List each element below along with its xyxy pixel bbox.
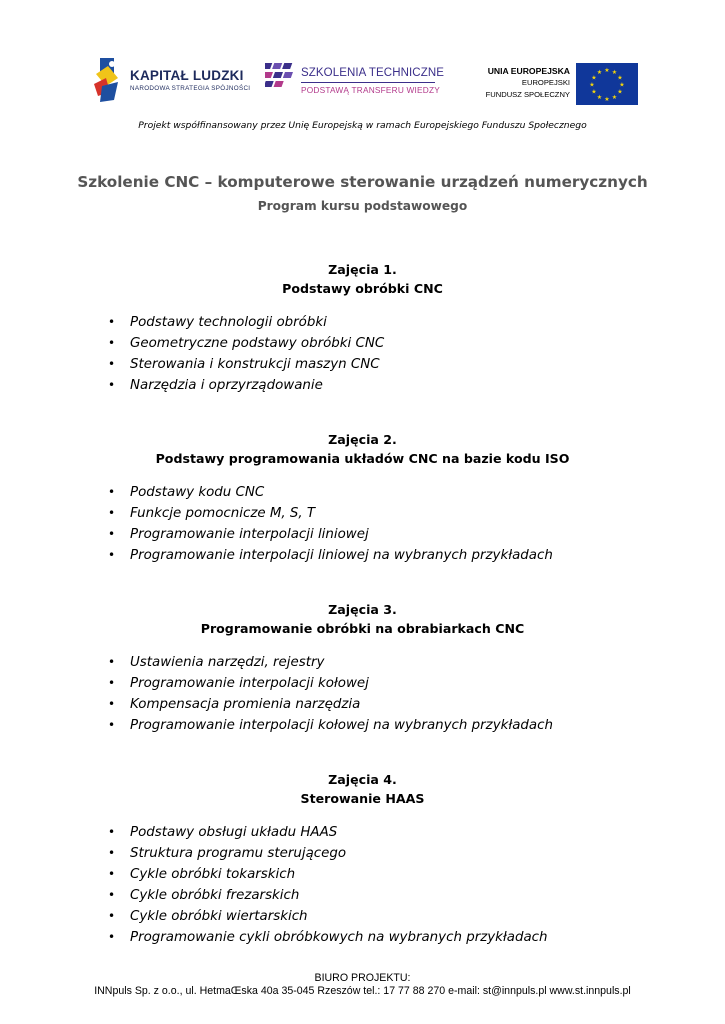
header-logos	[0, 56, 725, 108]
bullet-icon: •	[108, 548, 116, 562]
szkolenia-techniczne-logo-mark	[265, 61, 299, 93]
bullet-icon: •	[108, 336, 116, 350]
session-3-topics	[108, 652, 553, 736]
session-3-name: Programowanie obróbki na obrabiarkach CNC	[200, 621, 525, 636]
bullet-icon: •	[108, 315, 116, 329]
document-title: Szkolenie CNC – komputerowe sterowanie urządzeń numerycznych	[77, 173, 648, 191]
kapital-ludzki-title: KAPITAŁ LUDZKI	[130, 68, 244, 83]
topic-text: Kompensacja promienia narzędzia	[130, 697, 361, 712]
session-1-topics	[108, 312, 384, 396]
topic-text: Programowanie cykli obróbkowych na wybranych przykładach	[130, 930, 548, 945]
svg-text:★: ★	[617, 88, 623, 96]
session-3-header	[0, 600, 725, 638]
svg-text:★: ★	[617, 74, 623, 82]
bullet-icon: •	[108, 825, 116, 839]
list-item	[108, 927, 548, 948]
session-1-header	[0, 260, 725, 298]
session-2-number: Zajęcia 2.	[328, 432, 397, 447]
svg-text:★: ★	[611, 94, 618, 101]
szkolenia-techniczne-divider	[301, 82, 435, 83]
svg-text:★: ★	[591, 88, 597, 96]
bullet-icon: •	[108, 357, 116, 371]
svg-text:★: ★	[604, 96, 610, 103]
topic-text: Narzędzia i oprzyrządowanie	[130, 378, 323, 393]
kapital-ludzki-subtitle: NARODOWA STRATEGIA SPÓJNOŚCI	[130, 85, 251, 92]
szkolenia-techniczne-title: SZKOLENIA TECHNICZNE	[301, 67, 445, 79]
bullet-icon: •	[108, 718, 116, 732]
list-item	[108, 312, 384, 333]
bullet-icon: •	[108, 527, 116, 541]
eu-logo-line2: EUROPEJSKI	[521, 78, 570, 87]
list-item	[108, 375, 384, 396]
list-item	[108, 503, 553, 524]
topic-text: Podstawy kodu CNC	[130, 485, 265, 500]
footer-office-label: BIURO PROJEKTU:	[314, 972, 411, 984]
topic-text: Podstawy technologii obróbki	[130, 315, 327, 330]
topic-text: Programowanie interpolacji liniowej na wybranych przykładach	[130, 548, 553, 563]
svg-text:★: ★	[604, 67, 610, 74]
bullet-icon: •	[108, 676, 116, 690]
szkolenia-techniczne-subtitle: PODSTAWĄ TRANSFERU WIEDZY	[301, 85, 440, 95]
list-item	[108, 885, 548, 906]
page-footer	[0, 972, 725, 998]
list-item	[108, 652, 553, 673]
bullet-icon: •	[108, 655, 116, 669]
list-item	[108, 822, 548, 843]
list-item	[108, 673, 553, 694]
list-item	[108, 694, 553, 715]
svg-text:★: ★	[589, 81, 595, 89]
svg-text:★: ★	[596, 69, 603, 76]
session-1-number: Zajęcia 1.	[328, 262, 397, 277]
session-2-name: Podstawy programowania układów CNC na bazie kodu ISO	[155, 451, 570, 466]
session-4-topics	[108, 822, 548, 948]
session-4-header	[0, 770, 725, 808]
topic-text: Programowanie interpolacji kołowej na wybranych przykładach	[130, 718, 553, 733]
bullet-icon: •	[108, 378, 116, 392]
list-item	[108, 333, 384, 354]
topic-text: Funkcje pomocnicze M, S, T	[130, 506, 316, 521]
topic-text: Geometryczne podstawy obróbki CNC	[130, 336, 385, 351]
topic-text: Struktura programu sterującego	[130, 846, 347, 861]
list-item	[108, 545, 553, 566]
footer-contact-line: INNpuls Sp. z o.o., ul. HetmaŒska 40a 35-045 Rzeszów tel.: 17 77 88 270 e-mail: st@innpuls.pl www.st.innpuls.pl	[94, 985, 631, 997]
bullet-icon: •	[108, 846, 116, 860]
topic-text: Programowanie interpolacji kołowej	[130, 676, 369, 691]
kapital-ludzki-logo-mark	[92, 56, 122, 104]
topic-text: Podstawy obsługi układu HAAS	[130, 825, 338, 840]
topic-text: Cykle obróbki wiertarskich	[130, 909, 308, 924]
svg-text:★: ★	[596, 94, 603, 101]
project-cofinancing-note: Projekt współfinansowany przez Unię Europejską w ramach Europejskiego Funduszu Społecznego	[138, 120, 587, 131]
eu-logo-line1: UNIA EUROPEJSKA	[487, 66, 570, 76]
list-item	[108, 524, 553, 545]
list-item	[108, 715, 553, 736]
bullet-icon: •	[108, 697, 116, 711]
bullet-icon: •	[108, 909, 116, 923]
topic-text: Ustawienia narzędzi, rejestry	[130, 655, 325, 670]
topic-text: Cykle obróbki tokarskich	[130, 867, 296, 882]
list-item	[108, 906, 548, 927]
session-3-number: Zajęcia 3.	[328, 602, 397, 617]
session-2-topics	[108, 482, 553, 566]
topic-text: Programowanie interpolacji liniowej	[130, 527, 369, 542]
szkolenia-techniczne-logo	[265, 61, 445, 101]
eu-logo	[470, 61, 640, 105]
topic-text: Sterowania i konstrukcji maszyn CNC	[130, 357, 380, 372]
list-item	[108, 482, 553, 503]
bullet-icon: •	[108, 506, 116, 520]
session-2-header	[0, 430, 725, 468]
document-subtitle: Program kursu podstawowego	[257, 199, 468, 213]
list-item	[108, 864, 548, 885]
eu-logo-text	[486, 65, 570, 101]
bullet-icon: •	[108, 867, 116, 881]
bullet-icon: •	[108, 930, 116, 944]
list-item	[108, 843, 548, 864]
session-4-number: Zajęcia 4.	[328, 772, 397, 787]
eu-flag-icon	[576, 63, 638, 105]
kapital-ludzki-logo	[92, 56, 251, 106]
topic-text: Cykle obróbki frezarskich	[130, 888, 300, 903]
eu-logo-line3: FUNDUSZ SPOŁECZNY	[485, 90, 570, 99]
svg-text:★: ★	[619, 81, 625, 89]
svg-text:★: ★	[611, 69, 618, 76]
list-item	[108, 354, 384, 375]
session-1-name: Podstawy obróbki CNC	[282, 281, 443, 296]
session-4-name: Sterowanie HAAS	[300, 791, 425, 806]
bullet-icon: •	[108, 888, 116, 902]
svg-text:★: ★	[591, 74, 597, 82]
bullet-icon: •	[108, 485, 116, 499]
